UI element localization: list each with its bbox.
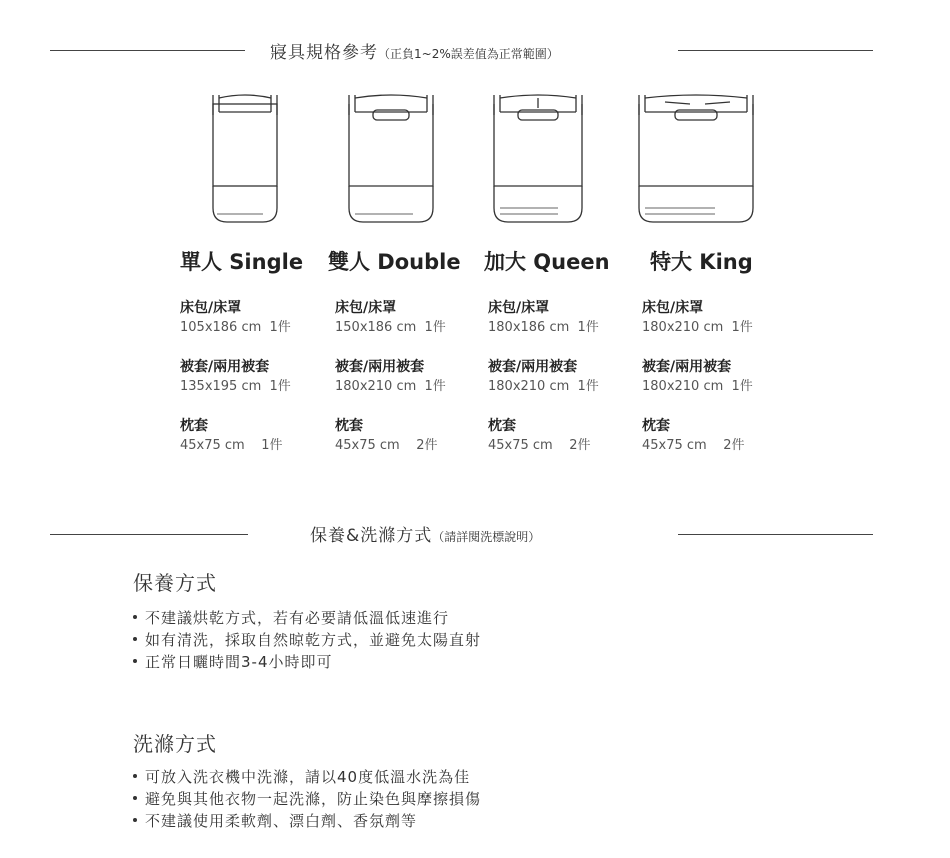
care-title-note: （請詳閱洗標說明）: [432, 530, 541, 544]
spec-title-text: 寢具規格參考: [270, 43, 378, 63]
bedsheet-value: 180x210 cm 1件: [642, 320, 753, 335]
spec-section-title: [270, 38, 559, 63]
bullet-icon: [133, 659, 137, 663]
washing-list: [133, 766, 481, 832]
list-item: 不建議烘乾方式，若有必要請低溫低速進行: [133, 607, 481, 629]
duvet-label: 被套/兩用被套: [488, 359, 578, 375]
bedsheet-value: 150x186 cm 1件: [335, 320, 446, 335]
maintenance-list: [133, 607, 481, 673]
duvet-label: 被套/兩用被套: [180, 359, 270, 375]
pillowcase-label: 枕套: [180, 418, 208, 434]
king-bed-icon: [635, 90, 757, 230]
bullet-icon: [133, 796, 137, 800]
bedsheet-value: 105x186 cm 1件: [180, 320, 291, 335]
size-name-queen: 加大 Queen: [484, 250, 610, 274]
bedsheet-label: 床包/床罩: [488, 300, 550, 316]
care-title-text: 保養&洗滌方式: [310, 526, 433, 546]
spec-divider-right: [678, 50, 873, 51]
double-bed-icon: [343, 90, 439, 230]
size-name-single: 單人 Single: [180, 250, 304, 274]
list-item: 如有清洗，採取自然晾乾方式，並避免太陽直射: [133, 629, 481, 651]
spec-title-note: （正負1~2%誤差值為正常範圍）: [378, 47, 559, 61]
pillowcase-label: 枕套: [335, 418, 363, 434]
washing-heading: 洗滌方式: [133, 732, 217, 756]
pillowcase-label: 枕套: [488, 418, 516, 434]
duvet-label: 被套/兩用被套: [642, 359, 732, 375]
care-section-title: [310, 521, 540, 546]
duvet-value: 180x210 cm 1件: [488, 379, 599, 394]
pillowcase-value: 45x75 cm 2件: [642, 438, 745, 453]
size-name-king: 特大 King: [650, 250, 753, 274]
care-divider-left: [50, 534, 248, 535]
list-item: 避免與其他衣物一起洗滌，防止染色與摩擦損傷: [133, 788, 481, 810]
bedsheet-label: 床包/床罩: [180, 300, 242, 316]
list-item: 不建議使用柔軟劑、漂白劑、香氛劑等: [133, 810, 481, 832]
bullet-icon: [133, 637, 137, 641]
bedsheet-label: 床包/床罩: [335, 300, 397, 316]
pillowcase-value: 45x75 cm 2件: [335, 438, 438, 453]
bullet-icon: [133, 615, 137, 619]
duvet-value: 180x210 cm 1件: [642, 379, 753, 394]
spec-column-single: [180, 298, 330, 475]
pillowcase-value: 45x75 cm 2件: [488, 438, 591, 453]
list-item: 正常日曬時間3-4小時即可: [133, 651, 481, 673]
care-divider-right: [678, 534, 873, 535]
pillowcase-label: 枕套: [642, 418, 670, 434]
bullet-icon: [133, 818, 137, 822]
list-item: 可放入洗衣機中洗滌，請以40度低溫水洗為佳: [133, 766, 481, 788]
duvet-label: 被套/兩用被套: [335, 359, 425, 375]
maintenance-heading: 保養方式: [133, 571, 217, 595]
single-bed-icon: [205, 90, 285, 230]
pillowcase-value: 45x75 cm 1件: [180, 438, 283, 453]
bedsheet-value: 180x186 cm 1件: [488, 320, 599, 335]
size-name-double: 雙人 Double: [328, 250, 461, 274]
spec-column-king: [642, 298, 792, 475]
bedsheet-label: 床包/床罩: [642, 300, 704, 316]
spec-column-double: [335, 298, 485, 475]
duvet-value: 135x195 cm 1件: [180, 379, 291, 394]
duvet-value: 180x210 cm 1件: [335, 379, 446, 394]
spec-divider-left: [50, 50, 245, 51]
spec-column-queen: [488, 298, 638, 475]
queen-bed-icon: [488, 90, 588, 230]
bullet-icon: [133, 774, 137, 778]
